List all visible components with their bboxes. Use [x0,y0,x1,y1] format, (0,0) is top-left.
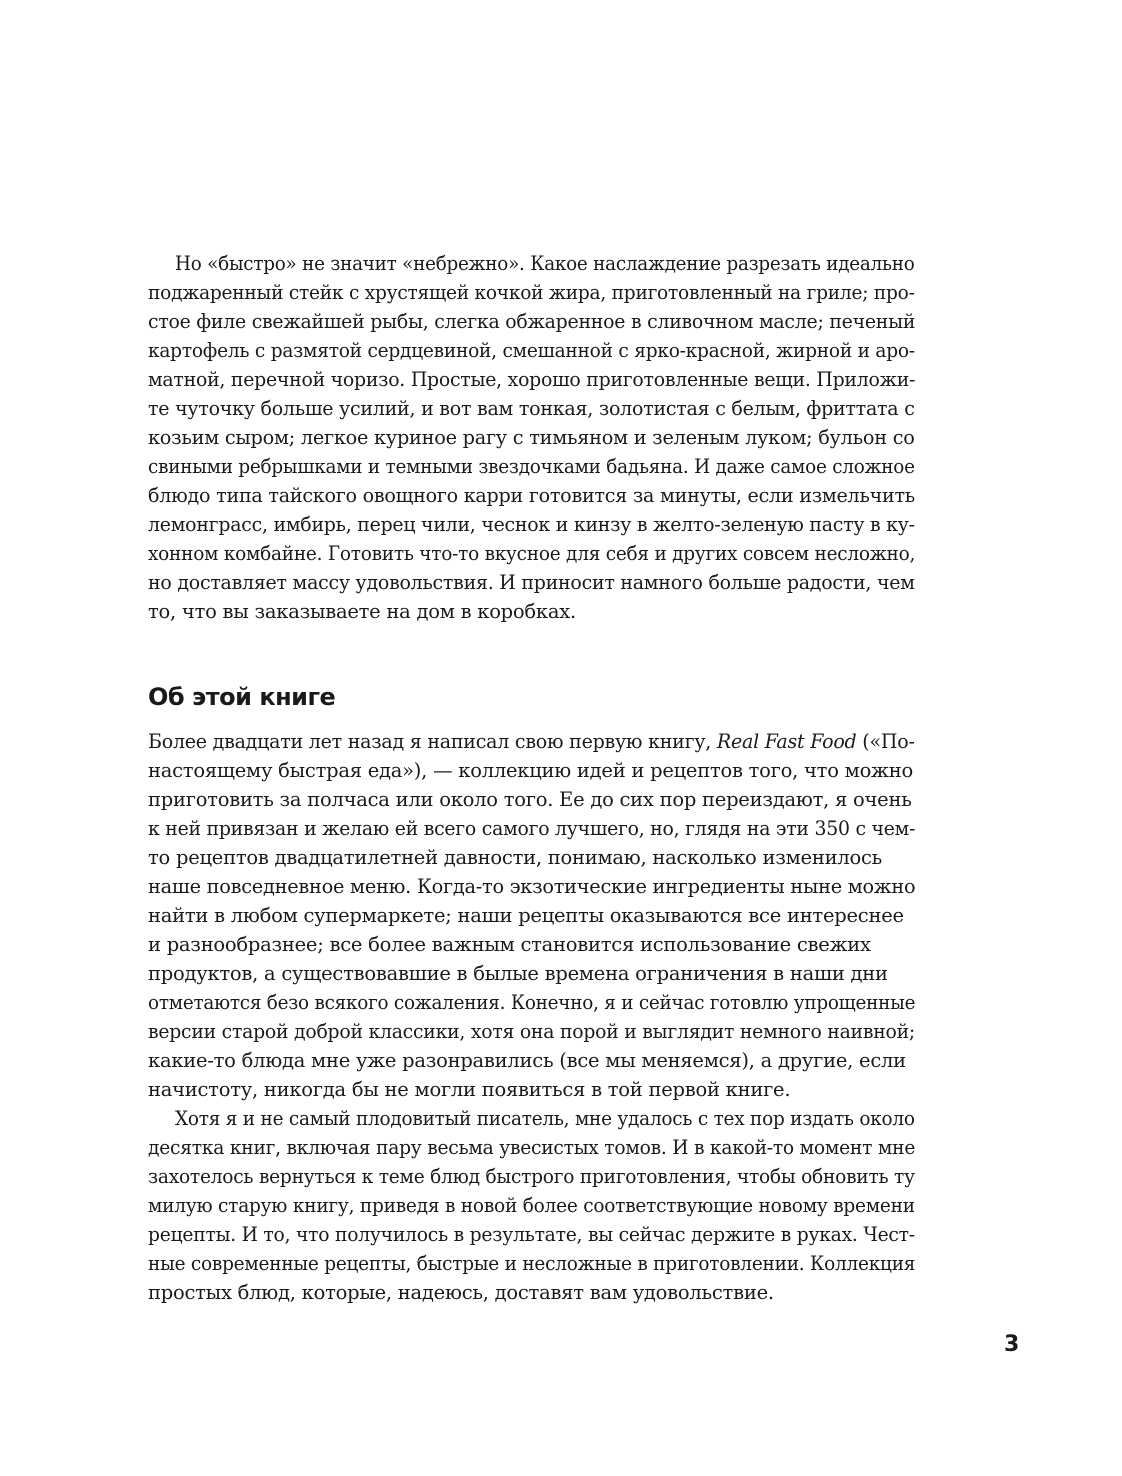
paragraph-line: ные современные рецепты, быстрые и несложные в приготовлении. Коллекция [148,1252,916,1275]
paragraph-line [148,728,915,756]
paragraph-line: какие-то блюда мне уже разонравились (все мы меняемся), а другие, если [148,1049,906,1072]
paragraph-line: поджаренный стейк с хрустящей кочкой жира, приготовленный на гриле; про- [148,281,915,304]
paragraph-line: лемонграсс, имбирь, перец чили, чеснок и кинзу в желто-зеленую пасту в ку- [148,513,915,536]
paragraph-line: Но «быстро» не значит «небрежно». Какое наслаждение разрезать идеально [175,252,915,275]
paragraph-line: рецепты. И то, что получилось в результате, вы сейчас держите в руках. Чест- [148,1223,915,1246]
paragraph-line: простых блюд, которые, надеюсь, доставят вам удовольствие. [148,1281,774,1304]
paragraph-line: свиными ребрышками и темными звездочками бадьяна. И даже самое сложное [148,455,915,478]
paragraph-line: картофель с размятой сердцевиной, смешанной с ярко-красной, жирной и аро- [148,339,915,362]
paragraph-line: начистоту, никогда бы не могли появиться в той первой книге. [148,1078,791,1101]
paragraph-line: и разнообразнее; все более важным становится использование свежих [148,933,871,956]
page-number: 3 [1004,1332,1020,1357]
paragraph-line: захотелось вернуться к теме блюд быстрого приготовления, чтобы обновить ту [148,1165,915,1188]
paragraph-line: матной, перечной чоризо. Простые, хорошо приготовленные вещи. Приложи- [148,368,916,391]
paragraph-line: милую старую книгу, приведя в новой более соответствующие новому времени [148,1194,915,1217]
paragraph-text: («По- [856,730,915,753]
paragraph-line: версии старой доброй классики, хотя она порой и выглядит немного наивной; [148,1020,916,1043]
paragraph-line: Хотя я и не самый плодовитый писатель, мне удалось с тех пор издать около [175,1107,915,1130]
paragraph-line: те чуточку больше усилий, и вот вам тонкая, золотистая с белым, фриттата с [148,397,915,420]
paragraph-line: десятка книг, включая пару весьма увесистых томов. И в какой-то момент мне [148,1136,916,1159]
paragraph-line: наше повседневное меню. Когда-то экзотические ингредиенты ныне можно [148,875,916,898]
paragraph-line: найти в любом супермаркете; наши рецепты оказываются все интереснее [148,904,904,927]
paragraph-line: к ней привязан и желаю ей всего самого лучшего, но, глядя на эти 350 с чем- [148,817,916,840]
paragraph-line: продуктов, а существовавшие в былые времена ограничения в наши дни [148,962,888,985]
section-heading: Об этой книге [148,683,336,711]
paragraph-line: то рецептов двадцатилетней давности, понимаю, насколько изменилось [148,846,882,869]
paragraph-text: Более двадцати лет назад я написал свою первую книгу, [148,730,717,753]
book-title: Real Fast Food [716,730,857,753]
paragraph-line: но доставляет массу удовольствия. И приносит намного больше радости, чем [148,571,915,594]
paragraph-line: козьим сыром; легкое куриное рагу с тимьяном и зеленым луком; бульон со [148,426,915,449]
paragraph-line: настоящему быстрая еда»), — коллекцию идей и рецептов того, что можно [148,759,913,782]
paragraph-line: стое филе свежайшей рыбы, слегка обжаренное в сливочном масле; печеный [148,310,916,333]
paragraph-line: отметаются безо всякого сожаления. Конечно, я и сейчас готовлю упрощенные [148,991,916,1014]
paragraph-line: хонном комбайне. Готовить что-то вкусное для себя и других совсем несложно, [148,542,916,565]
paragraph-line: приготовить за полчаса или около того. Ее до сих пор переиздают, я очень [148,788,912,811]
paragraph-line: то, что вы заказываете на дом в коробках. [148,600,576,623]
paragraph-line: блюдо типа тайского овощного карри готовится за минуты, если измельчить [148,484,915,507]
